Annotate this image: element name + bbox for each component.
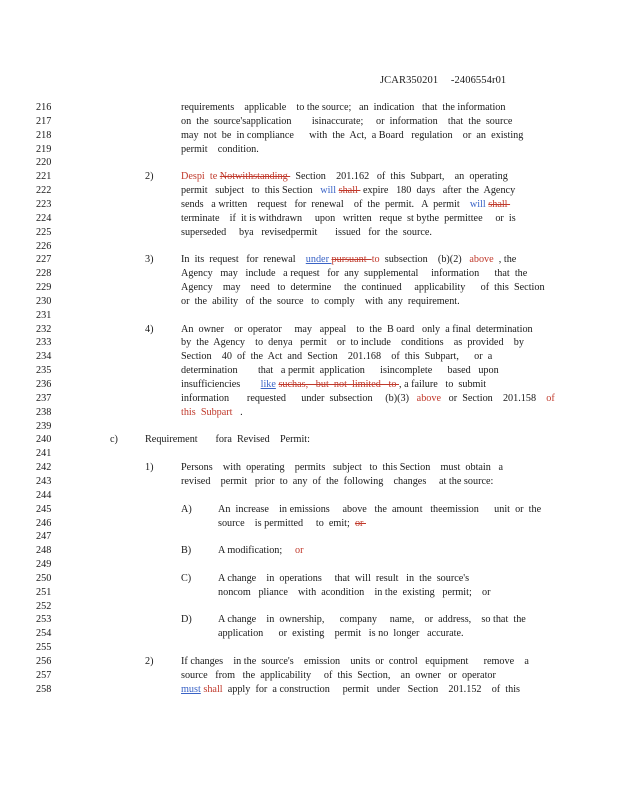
document-line bbox=[0, 655, 618, 669]
line-text bbox=[181, 683, 520, 697]
document-revision: -2406554r01 bbox=[450, 75, 507, 86]
item-label: C) bbox=[181, 572, 192, 584]
line-number: 227 bbox=[36, 254, 52, 266]
text-run: noncom pliance with acondition in the existing permit; or bbox=[218, 586, 491, 598]
line-number: 216 bbox=[36, 102, 52, 113]
text-run: Section 40 of the Act and Section 201.168 of this Subpart, or a bbox=[181, 351, 493, 363]
line-text bbox=[181, 461, 503, 475]
text-run: on the source'sapplication isinaccurate; or information that the source bbox=[181, 115, 513, 127]
document-line bbox=[0, 683, 618, 697]
line-number: 219 bbox=[36, 143, 52, 155]
document-line bbox=[0, 613, 618, 627]
document-line bbox=[0, 212, 618, 226]
document-header bbox=[380, 75, 506, 86]
document-line bbox=[0, 129, 618, 143]
line-number: 237 bbox=[36, 392, 52, 404]
line-text bbox=[218, 586, 490, 600]
line-number: 236 bbox=[36, 379, 52, 390]
line-text bbox=[181, 226, 432, 240]
line-text bbox=[181, 212, 516, 226]
item-label: B) bbox=[181, 545, 192, 557]
inserted-text: under bbox=[305, 254, 332, 266]
document-line bbox=[0, 156, 618, 170]
inserted-text: to bbox=[371, 254, 380, 266]
text-run: terminate if it is withdrawn upon written reque st bythe permittee or is bbox=[181, 212, 516, 224]
document-line bbox=[0, 281, 618, 295]
line-number: 220 bbox=[36, 157, 52, 169]
text-run: application or existing permit is no longer accurate. bbox=[218, 628, 464, 640]
line-number: 232 bbox=[36, 323, 52, 335]
document-line bbox=[0, 406, 618, 420]
inserted-text: this Subpart bbox=[181, 406, 233, 418]
line-text bbox=[181, 198, 510, 212]
line-text bbox=[181, 253, 516, 267]
line-text bbox=[181, 184, 515, 198]
document-line bbox=[0, 572, 618, 586]
line-text bbox=[181, 350, 492, 364]
line-number: 248 bbox=[36, 545, 52, 557]
deleted-text: suchas, but not limited to bbox=[278, 379, 399, 390]
line-number: 228 bbox=[36, 268, 52, 280]
deleted-text: pursuant bbox=[331, 254, 372, 266]
line-number: 218 bbox=[36, 129, 52, 141]
line-number: 240 bbox=[36, 434, 52, 446]
document-line bbox=[0, 101, 618, 115]
line-number: 233 bbox=[36, 337, 52, 349]
line-number: 251 bbox=[36, 586, 52, 598]
line-number: 254 bbox=[36, 628, 52, 640]
line-text bbox=[181, 267, 527, 281]
document-line bbox=[0, 309, 618, 323]
document-line bbox=[0, 433, 618, 447]
text-run: Requirement fora Revised Permit: bbox=[145, 434, 310, 446]
deleted-text: or bbox=[354, 517, 366, 529]
line-number: 222 bbox=[36, 185, 52, 197]
inserted-text: Despi te bbox=[181, 171, 220, 183]
line-number: 221 bbox=[36, 171, 52, 183]
line-number: 241 bbox=[36, 448, 52, 460]
text-run: , the bbox=[493, 254, 517, 266]
text-run: requirements applicable to the source; an indication that the information bbox=[181, 102, 506, 113]
text-run: source is permitted to emit; bbox=[218, 517, 355, 529]
line-text bbox=[181, 669, 496, 683]
line-number: 225 bbox=[36, 226, 52, 238]
line-text bbox=[181, 281, 545, 295]
line-number: 230 bbox=[36, 295, 52, 307]
text-run: or Section 201.158 bbox=[441, 392, 547, 404]
document-line bbox=[0, 489, 618, 503]
text-run: An owner or operator may appeal to the B oard only a final determination bbox=[181, 323, 533, 335]
line-text bbox=[218, 613, 526, 627]
document-line bbox=[0, 475, 618, 489]
text-run: expire 180 days after the Agency bbox=[360, 185, 516, 197]
text-run: revised permit prior to any of the following changes at the source: bbox=[181, 475, 494, 487]
line-text bbox=[181, 115, 512, 129]
document-line bbox=[0, 669, 618, 683]
line-number: 217 bbox=[36, 115, 52, 127]
inserted-text: above bbox=[469, 254, 494, 266]
document-line bbox=[0, 295, 618, 309]
line-text bbox=[181, 323, 533, 337]
document-line bbox=[0, 198, 618, 212]
item-label: 2) bbox=[145, 171, 154, 183]
text-run: insufficiencies bbox=[181, 379, 261, 390]
document-line bbox=[0, 240, 618, 254]
line-number: 223 bbox=[36, 198, 52, 210]
text-run: If changes in the source's emission units or control equipment remove a bbox=[181, 656, 529, 667]
text-run: An increase in emissions above the amount theemission unit or the bbox=[218, 503, 542, 515]
document-id: JCAR350201 bbox=[380, 75, 439, 86]
line-text bbox=[181, 143, 259, 157]
inserted-text: will bbox=[469, 198, 486, 210]
document-line bbox=[0, 503, 618, 517]
line-number: 257 bbox=[36, 669, 52, 681]
line-number: 231 bbox=[36, 309, 52, 321]
line-number: 242 bbox=[36, 462, 52, 474]
text-run: or the ability of the source to comply with any requirement. bbox=[181, 295, 460, 307]
document-line bbox=[0, 420, 618, 434]
line-text bbox=[181, 336, 524, 350]
document-line bbox=[0, 350, 618, 364]
line-text bbox=[218, 503, 541, 517]
document-line bbox=[0, 336, 618, 350]
text-run: by the Agency to denya permit or to include conditions as provided by bbox=[181, 337, 524, 349]
text-run: Agency may include a request for any supplemental information that the bbox=[181, 268, 528, 280]
inserted-text: will bbox=[320, 185, 337, 197]
text-run: . bbox=[232, 406, 243, 418]
inserted-text: or bbox=[294, 545, 304, 557]
line-number: 249 bbox=[36, 559, 52, 571]
document-line bbox=[0, 226, 618, 240]
text-run: apply for a construction permit under Section 201.152 of this bbox=[222, 683, 520, 695]
document-line bbox=[0, 184, 618, 198]
deleted-text: shall bbox=[338, 185, 361, 197]
document-line bbox=[0, 600, 618, 614]
inserted-text: above bbox=[416, 392, 441, 404]
line-text bbox=[218, 572, 469, 586]
text-run: permit condition. bbox=[181, 143, 259, 155]
inserted-text: must bbox=[181, 683, 201, 695]
line-number: 245 bbox=[36, 503, 52, 515]
line-text bbox=[218, 627, 464, 641]
text-run: Persons with operating permits subject to this Section must obtain a bbox=[181, 462, 504, 474]
text-run: source from the applicability of this Section, an owner or operator bbox=[181, 669, 496, 681]
document-line bbox=[0, 143, 618, 157]
text-run: A change in operations that will result in the source's bbox=[218, 572, 470, 584]
line-text bbox=[181, 101, 506, 115]
document-line bbox=[0, 641, 618, 655]
text-run: A modification; bbox=[218, 545, 295, 557]
deleted-text: shall bbox=[488, 198, 511, 210]
text-run: permit subject to this Section bbox=[181, 185, 321, 197]
inserted-text: shall bbox=[203, 683, 223, 695]
document-line bbox=[0, 461, 618, 475]
document-line bbox=[0, 323, 618, 337]
line-text bbox=[181, 170, 508, 184]
document-line bbox=[0, 392, 618, 406]
text-run: , a failure to submit bbox=[398, 379, 487, 390]
line-number: 255 bbox=[36, 642, 52, 654]
document-line bbox=[0, 253, 618, 267]
line-number: 246 bbox=[36, 517, 52, 529]
line-text bbox=[181, 378, 486, 392]
text-run: may not be in compliance with the Act, a Board regulation or an existing bbox=[181, 129, 524, 141]
document-line bbox=[0, 544, 618, 558]
line-number: 252 bbox=[36, 600, 52, 612]
text-run: Section 201.162 of this Subpart, an operating bbox=[290, 171, 508, 183]
document-line bbox=[0, 267, 618, 281]
line-text bbox=[181, 129, 523, 143]
line-text bbox=[181, 406, 243, 420]
line-text bbox=[181, 655, 529, 669]
line-number: 247 bbox=[36, 531, 52, 543]
item-label: c) bbox=[110, 434, 118, 446]
line-text bbox=[181, 475, 493, 489]
text-run: In its request for renewal bbox=[181, 254, 306, 266]
text-run: determination that a permit application isincomplete based upon bbox=[181, 365, 499, 377]
line-number: 226 bbox=[36, 240, 52, 252]
line-number: 224 bbox=[36, 212, 52, 224]
document-line bbox=[0, 378, 618, 392]
line-number: 244 bbox=[36, 489, 52, 501]
line-text bbox=[218, 517, 366, 531]
text-run: subsection (b)(2) bbox=[379, 254, 470, 266]
line-number: 258 bbox=[36, 683, 52, 695]
line-number: 250 bbox=[36, 572, 52, 584]
text-run: Agency may need to determine the continued applicability of this Section bbox=[181, 282, 545, 294]
document-line bbox=[0, 447, 618, 461]
document-line bbox=[0, 364, 618, 378]
document-line bbox=[0, 558, 618, 572]
line-number: 239 bbox=[36, 420, 52, 432]
item-label: 4) bbox=[145, 323, 154, 335]
text-run: information requested under subsection (b)(3) bbox=[181, 392, 417, 404]
document-line bbox=[0, 530, 618, 544]
text-run: superseded bya revisedpermit issued for the source. bbox=[181, 226, 432, 238]
document-line bbox=[0, 517, 618, 531]
item-label: 2) bbox=[145, 656, 154, 667]
document-line bbox=[0, 627, 618, 641]
line-number: 234 bbox=[36, 351, 52, 363]
inserted-text: of bbox=[546, 392, 555, 404]
deleted-text: Notwithstanding bbox=[219, 171, 291, 183]
item-label: 1) bbox=[145, 462, 154, 474]
document-line bbox=[0, 170, 618, 184]
line-text bbox=[181, 295, 460, 309]
line-text bbox=[145, 433, 310, 447]
text-run: A change in ownership, company name, or address, so that the bbox=[218, 614, 526, 626]
line-number: 238 bbox=[36, 406, 52, 418]
line-text bbox=[181, 392, 555, 406]
line-number: 243 bbox=[36, 475, 52, 487]
document-line bbox=[0, 586, 618, 600]
document-line bbox=[0, 115, 618, 129]
item-label: A) bbox=[181, 503, 192, 515]
line-text bbox=[218, 544, 303, 558]
inserted-text: like bbox=[260, 379, 276, 390]
item-label: D) bbox=[181, 614, 192, 626]
line-number: 235 bbox=[36, 365, 52, 377]
line-number: 229 bbox=[36, 282, 52, 294]
line-number: 253 bbox=[36, 614, 52, 626]
item-label: 3) bbox=[145, 254, 154, 266]
text-run: sends a written request for renewal of the permit. A permit bbox=[181, 198, 470, 210]
line-number: 256 bbox=[36, 656, 52, 667]
line-text bbox=[181, 364, 499, 378]
